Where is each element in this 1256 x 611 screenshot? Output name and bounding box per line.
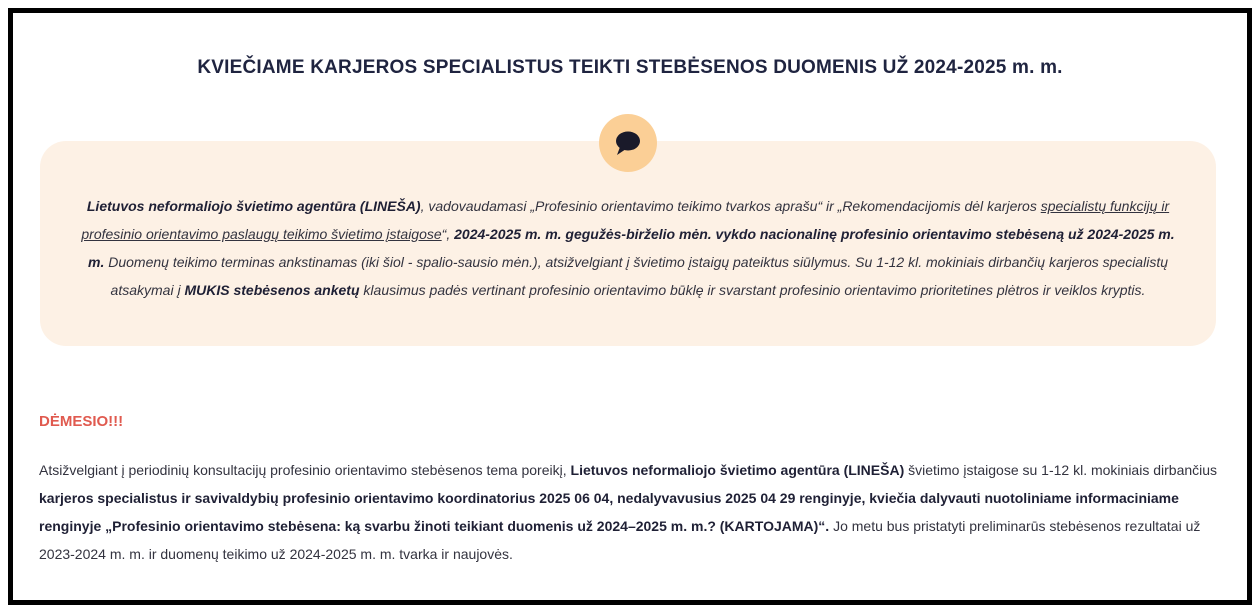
recommendations-link[interactable]: specialistų funkcijų ir profesinio orientavimo paslaugų teikimo švietimo įstaigose [81, 198, 1170, 242]
speech-bubble-icon [599, 114, 657, 172]
event-invitation: karjeros specialistus ir savivaldybių profesinio orientavimo koordinatorius 2025 06 04, nedalyvavusius 2025 04 29 renginyje, kviečia dalyvauti nuotoliniame informaciniame renginyje „Profesinio orientavimo stebėsena: ką svarbu žinoti teikiant duomenis už 2024–2025 m. m.? (KARTOJAMA)“. [39, 490, 1179, 534]
callout-segment: klausimus padės vertinant profesinio orientavimo būklę ir svarstant profesinio orientavimo prioritetines plėtros ir veiklos kryptis. [359, 282, 1146, 298]
monitoring-period: 2024-2025 m. m. gegužės-birželio mėn. vykdo nacionalinę profesinio orientavimo stebėseną už 2024-2025 m. m. [88, 226, 1175, 270]
callout-segment: , vadovaudamasi „Profesinio orientavimo teikimo tvarkos aprašu“ ir „Rekomendacijomis dėl karjeros [420, 198, 1041, 214]
agency-name: Lietuvos neformaliojo švietimo agentūra (LINEŠA) [86, 198, 421, 214]
speech-bubble-glyph [613, 128, 643, 158]
body-segment: švietimo įstaigose su 1-12 kl. mokiniais dirbančius [904, 462, 1218, 478]
content-frame [8, 8, 1252, 605]
agency-name: Lietuvos neformaliojo švietimo agentūra (LINEŠA) [570, 462, 905, 478]
callout-segment: “, [441, 226, 455, 242]
body-segment: Jo metu bus pristatyti preliminarūs stebėsenos rezultatai už 2023-2024 m. m. ir duomenų teikimo už 2024-2025 m. m. tvarka ir naujovės. [39, 518, 1201, 562]
page-title: KVIEČIAME KARJEROS SPECIALISTUS TEIKTI STEBĖSENOS DUOMENIS UŽ 2024-2025 m. m. [197, 57, 1063, 78]
callout-text [80, 192, 1176, 304]
callout-segment: Duomenų teikimo terminas ankstinamas (iki šiol - spalio-sausio mėn.), atsižvelgiant į švietimo įstaigų pateiktus siūlymus. Su 1-12 kl. mokiniais dirbančių karjeros specialistų atsakymai į [104, 254, 1168, 298]
body-segment: Atsižvelgiant į periodinių konsultacijų profesinio orientavimo stebėsenos tema poreikį, [39, 462, 571, 478]
event-announcement [39, 456, 1219, 568]
mukis-survey: MUKIS stebėsenos anketų [184, 282, 360, 298]
attention-heading: DĖMESIO!!! [39, 413, 124, 430]
